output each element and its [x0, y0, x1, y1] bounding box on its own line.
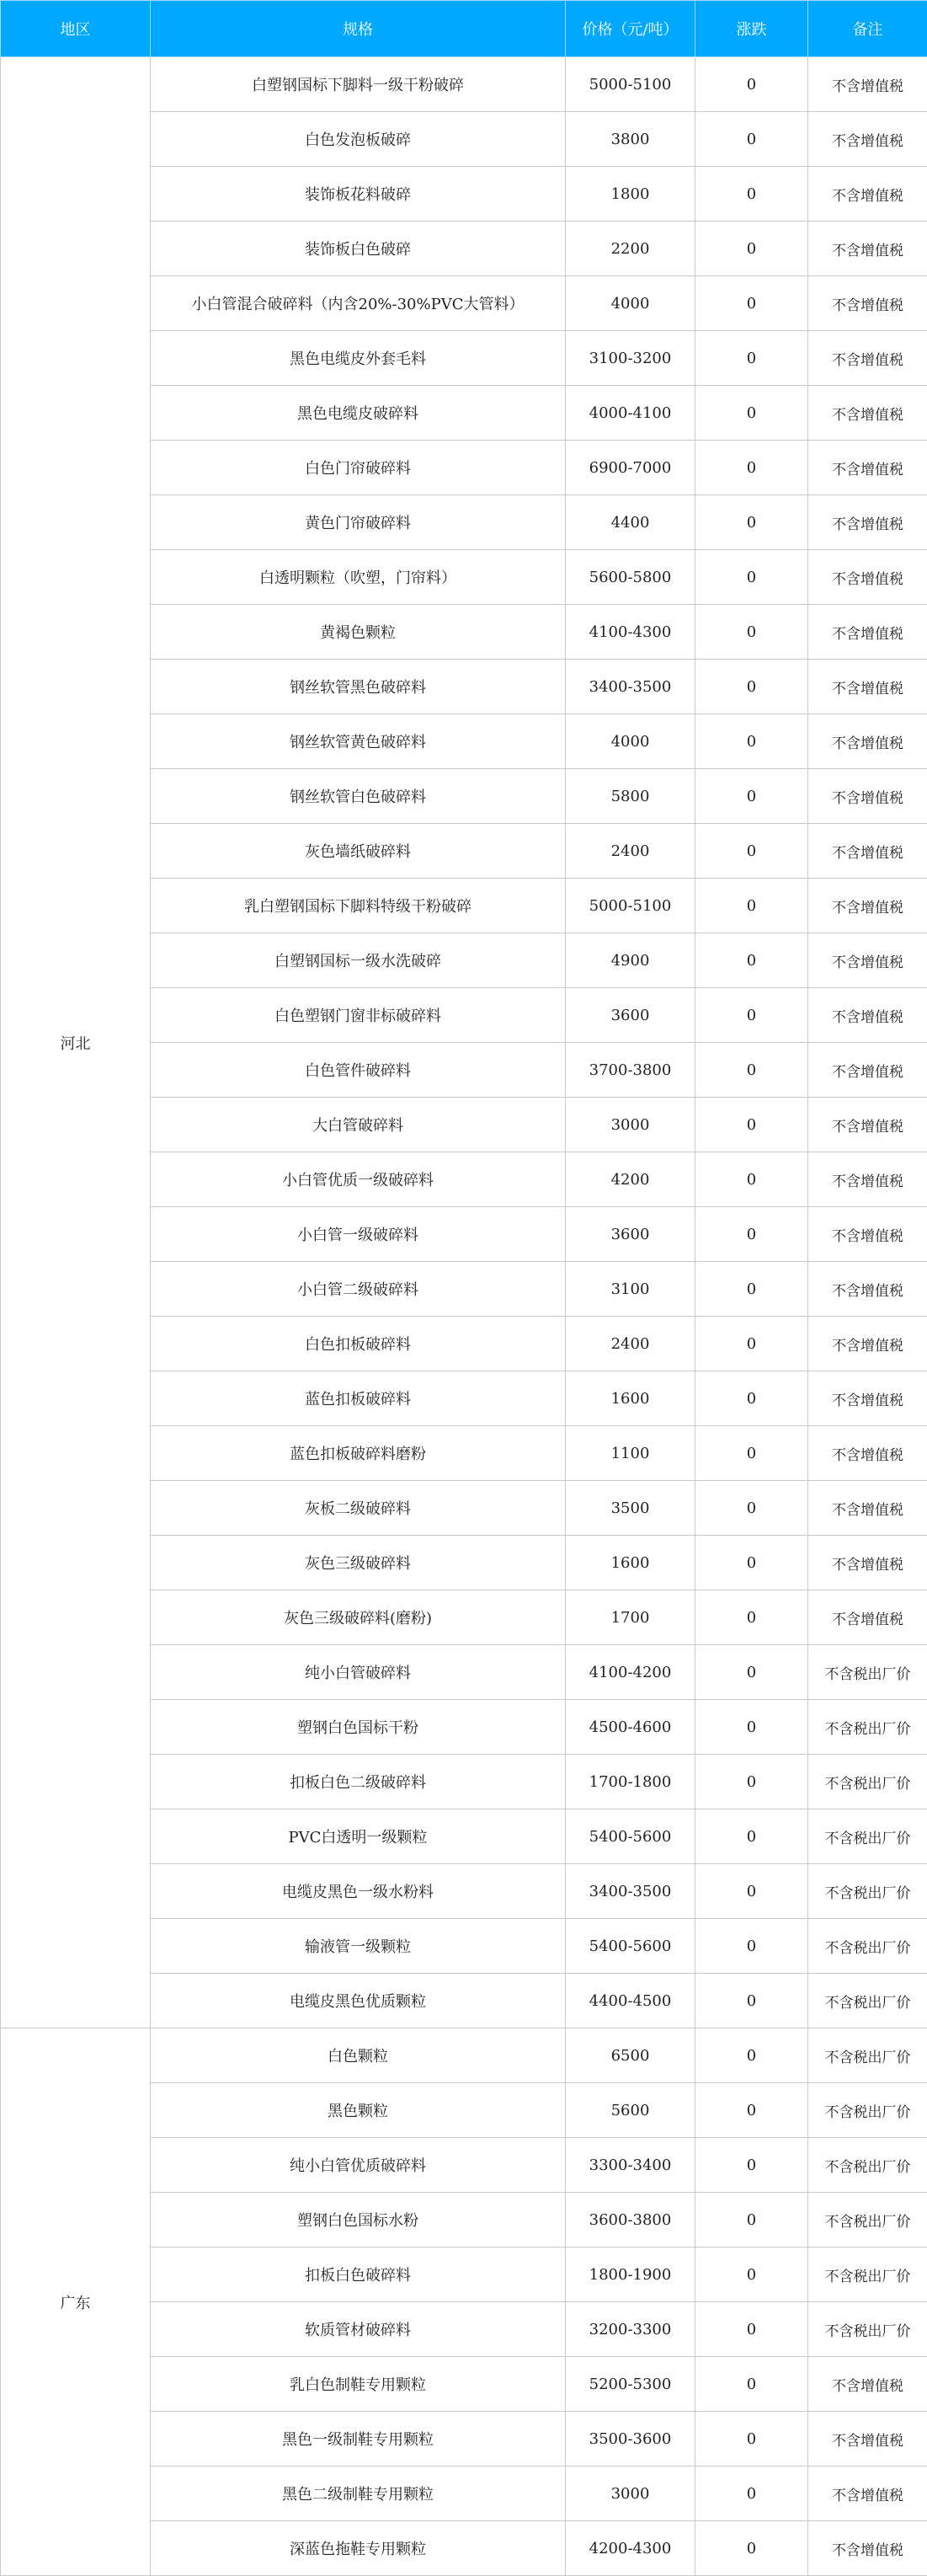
change-cell: 0: [695, 1645, 808, 1700]
note-cell: 不含税出厂价: [808, 2028, 927, 2083]
price-cell: 3500: [566, 1481, 695, 1536]
change-cell: 0: [695, 1755, 808, 1809]
change-cell: 0: [695, 2521, 808, 2576]
note-cell: 不含增值税: [808, 714, 927, 769]
price-cell: 4100-4300: [566, 605, 695, 660]
change-cell: 0: [695, 386, 808, 441]
spec-cell: 白色管件破碎料: [151, 1043, 566, 1098]
note-cell: 不含增值税: [808, 1317, 927, 1371]
change-cell: 0: [695, 2412, 808, 2466]
price-cell: 3800: [566, 112, 695, 167]
spec-cell: 蓝色扣板破碎料: [151, 1371, 566, 1426]
spec-cell: 塑钢白色国标水粉: [151, 2193, 566, 2247]
note-cell: 不含增值税: [808, 2466, 927, 2521]
change-cell: 0: [695, 1809, 808, 1864]
table-row: [1, 57, 927, 112]
change-cell: 0: [695, 1207, 808, 1262]
note-cell: 不含增值税: [808, 1590, 927, 1645]
region-cell: 广东: [1, 2028, 151, 2576]
note-cell: 不含增值税: [808, 1536, 927, 1590]
price-cell: 5800: [566, 769, 695, 824]
note-cell: 不含增值税: [808, 1043, 927, 1098]
spec-cell: 黄色门帘破碎料: [151, 495, 566, 550]
change-cell: 0: [695, 1974, 808, 2028]
note-cell: 不含税出厂价: [808, 1919, 927, 1974]
note-cell: 不含税出厂价: [808, 2247, 927, 2302]
region-cell: 河北: [1, 57, 151, 2028]
spec-cell: 灰板二级破碎料: [151, 1481, 566, 1536]
change-cell: 0: [695, 2028, 808, 2083]
note-cell: 不含增值税: [808, 550, 927, 605]
note-cell: 不含增值税: [808, 57, 927, 112]
spec-cell: 装饰板花料破碎: [151, 167, 566, 222]
price-cell: 2200: [566, 222, 695, 276]
price-cell: 3400-3500: [566, 660, 695, 714]
price-cell: 3600: [566, 1207, 695, 1262]
price-cell: 2400: [566, 1317, 695, 1371]
change-cell: 0: [695, 1043, 808, 1098]
change-cell: 0: [695, 1371, 808, 1426]
header-spec: 规格: [151, 1, 566, 57]
change-cell: 0: [695, 933, 808, 988]
change-cell: 0: [695, 1590, 808, 1645]
price-cell: 3000: [566, 1098, 695, 1152]
note-cell: 不含增值税: [808, 824, 927, 879]
change-cell: 0: [695, 1426, 808, 1481]
spec-cell: 钢丝软管白色破碎料: [151, 769, 566, 824]
change-cell: 0: [695, 1481, 808, 1536]
spec-cell: 软质管材破碎料: [151, 2302, 566, 2357]
note-cell: 不含增值税: [808, 605, 927, 660]
spec-cell: 装饰板白色破碎: [151, 222, 566, 276]
spec-cell: 黑色二级制鞋专用颗粒: [151, 2466, 566, 2521]
price-cell: 4500-4600: [566, 1700, 695, 1755]
spec-cell: 黑色电缆皮外套毛料: [151, 331, 566, 386]
price-cell: 1600: [566, 1371, 695, 1426]
note-cell: 不含增值税: [808, 495, 927, 550]
change-cell: 0: [695, 2083, 808, 2138]
spec-cell: 黑色颗粒: [151, 2083, 566, 2138]
spec-cell: 电缆皮黑色一级水粉料: [151, 1864, 566, 1919]
change-cell: 0: [695, 222, 808, 276]
header-change: 涨跌: [695, 1, 808, 57]
spec-cell: 扣板白色破碎料: [151, 2247, 566, 2302]
note-cell: 不含税出厂价: [808, 1755, 927, 1809]
spec-cell: 白色颗粒: [151, 2028, 566, 2083]
price-cell: 5000-5100: [566, 57, 695, 112]
spec-cell: 黑色电缆皮破碎料: [151, 386, 566, 441]
price-cell: 3200-3300: [566, 2302, 695, 2357]
price-cell: 4200-4300: [566, 2521, 695, 2576]
price-cell: 3600-3800: [566, 2193, 695, 2247]
spec-cell: 白塑钢国标下脚料一级干粉破碎: [151, 57, 566, 112]
table-body: [1, 57, 927, 2576]
change-cell: 0: [695, 1536, 808, 1590]
change-cell: 0: [695, 714, 808, 769]
note-cell: 不含税出厂价: [808, 1974, 927, 2028]
header-region: 地区: [1, 1, 151, 57]
header-price: 价格（元/吨）: [566, 1, 695, 57]
change-cell: 0: [695, 1317, 808, 1371]
spec-cell: 灰色三级破碎料: [151, 1536, 566, 1590]
note-cell: 不含增值税: [808, 1207, 927, 1262]
spec-cell: 输液管一级颗粒: [151, 1919, 566, 1974]
change-cell: 0: [695, 2193, 808, 2247]
note-cell: 不含增值税: [808, 1262, 927, 1317]
price-cell: 3500-3600: [566, 2412, 695, 2466]
table-row: [1, 2028, 927, 2083]
price-cell: 1700: [566, 1590, 695, 1645]
spec-cell: 小白管混合破碎料（内含20%-30%PVC大管料）: [151, 276, 566, 331]
price-cell: 3100-3200: [566, 331, 695, 386]
change-cell: 0: [695, 1262, 808, 1317]
spec-cell: 蓝色扣板破碎料磨粉: [151, 1426, 566, 1481]
change-cell: 0: [695, 2247, 808, 2302]
price-cell: 4000: [566, 276, 695, 331]
change-cell: 0: [695, 57, 808, 112]
change-cell: 0: [695, 2138, 808, 2193]
spec-cell: 塑钢白色国标干粉: [151, 1700, 566, 1755]
price-cell: 4000-4100: [566, 386, 695, 441]
note-cell: 不含增值税: [808, 2357, 927, 2412]
change-cell: 0: [695, 441, 808, 495]
change-cell: 0: [695, 605, 808, 660]
spec-cell: 白色扣板破碎料: [151, 1317, 566, 1371]
table-header: [1, 1, 927, 57]
price-cell: 1800: [566, 167, 695, 222]
change-cell: 0: [695, 1864, 808, 1919]
note-cell: 不含增值税: [808, 988, 927, 1043]
price-cell: 4400: [566, 495, 695, 550]
change-cell: 0: [695, 1700, 808, 1755]
note-cell: 不含增值税: [808, 167, 927, 222]
header-note: 备注: [808, 1, 927, 57]
note-cell: 不含增值税: [808, 1426, 927, 1481]
note-cell: 不含增值税: [808, 2521, 927, 2576]
spec-cell: PVC白透明一级颗粒: [151, 1809, 566, 1864]
price-cell: 5600-5800: [566, 550, 695, 605]
price-cell: 1700-1800: [566, 1755, 695, 1809]
price-cell: 2400: [566, 824, 695, 879]
price-cell: 3400-3500: [566, 1864, 695, 1919]
price-cell: 4400-4500: [566, 1974, 695, 2028]
note-cell: 不含增值税: [808, 1152, 927, 1207]
spec-cell: 钢丝软管黄色破碎料: [151, 714, 566, 769]
price-cell: 1600: [566, 1536, 695, 1590]
note-cell: 不含增值税: [808, 112, 927, 167]
spec-cell: 纯小白管破碎料: [151, 1645, 566, 1700]
change-cell: 0: [695, 2357, 808, 2412]
spec-cell: 扣板白色二级破碎料: [151, 1755, 566, 1809]
change-cell: 0: [695, 660, 808, 714]
change-cell: 0: [695, 824, 808, 879]
change-cell: 0: [695, 769, 808, 824]
price-cell: 5200-5300: [566, 2357, 695, 2412]
note-cell: 不含增值税: [808, 2412, 927, 2466]
note-cell: 不含增值税: [808, 1098, 927, 1152]
spec-cell: 黄褐色颗粒: [151, 605, 566, 660]
spec-cell: 钢丝软管黑色破碎料: [151, 660, 566, 714]
price-cell: 3100: [566, 1262, 695, 1317]
price-cell: 5400-5600: [566, 1809, 695, 1864]
note-cell: 不含增值税: [808, 276, 927, 331]
price-cell: 6500: [566, 2028, 695, 2083]
note-cell: 不含税出厂价: [808, 2083, 927, 2138]
spec-cell: 黑色一级制鞋专用颗粒: [151, 2412, 566, 2466]
note-cell: 不含增值税: [808, 879, 927, 933]
change-cell: 0: [695, 550, 808, 605]
change-cell: 0: [695, 331, 808, 386]
price-cell: 5000-5100: [566, 879, 695, 933]
price-cell: 3000: [566, 2466, 695, 2521]
note-cell: 不含增值税: [808, 441, 927, 495]
note-cell: 不含增值税: [808, 222, 927, 276]
spec-cell: 小白管二级破碎料: [151, 1262, 566, 1317]
note-cell: 不含税出厂价: [808, 2302, 927, 2357]
price-cell: 6900-7000: [566, 441, 695, 495]
note-cell: 不含税出厂价: [808, 2138, 927, 2193]
change-cell: 0: [695, 879, 808, 933]
price-cell: 5600: [566, 2083, 695, 2138]
note-cell: 不含增值税: [808, 331, 927, 386]
change-cell: 0: [695, 2466, 808, 2521]
spec-cell: 深蓝色拖鞋专用颗粒: [151, 2521, 566, 2576]
change-cell: 0: [695, 167, 808, 222]
price-cell: 4000: [566, 714, 695, 769]
price-cell: 4900: [566, 933, 695, 988]
spec-cell: 白色发泡板破碎: [151, 112, 566, 167]
note-cell: 不含增值税: [808, 1481, 927, 1536]
price-cell: 1800-1900: [566, 2247, 695, 2302]
change-cell: 0: [695, 2302, 808, 2357]
spec-cell: 乳白色制鞋专用颗粒: [151, 2357, 566, 2412]
price-cell: 5400-5600: [566, 1919, 695, 1974]
spec-cell: 小白管一级破碎料: [151, 1207, 566, 1262]
note-cell: 不含增值税: [808, 933, 927, 988]
spec-cell: 灰色墙纸破碎料: [151, 824, 566, 879]
spec-cell: 白色门帘破碎料: [151, 441, 566, 495]
change-cell: 0: [695, 495, 808, 550]
spec-cell: 小白管优质一级破碎料: [151, 1152, 566, 1207]
spec-cell: 纯小白管优质破碎料: [151, 2138, 566, 2193]
spec-cell: 大白管破碎料: [151, 1098, 566, 1152]
price-cell: 3300-3400: [566, 2138, 695, 2193]
note-cell: 不含税出厂价: [808, 1700, 927, 1755]
note-cell: 不含税出厂价: [808, 2193, 927, 2247]
spec-cell: 乳白塑钢国标下脚料特级干粉破碎: [151, 879, 566, 933]
note-cell: 不含增值税: [808, 1371, 927, 1426]
change-cell: 0: [695, 112, 808, 167]
note-cell: 不含税出厂价: [808, 1809, 927, 1864]
change-cell: 0: [695, 988, 808, 1043]
note-cell: 不含增值税: [808, 660, 927, 714]
note-cell: 不含增值税: [808, 769, 927, 824]
spec-cell: 白塑钢国标一级水洗破碎: [151, 933, 566, 988]
price-cell: 1100: [566, 1426, 695, 1481]
spec-cell: 白色塑钢门窗非标破碎料: [151, 988, 566, 1043]
change-cell: 0: [695, 1152, 808, 1207]
note-cell: 不含税出厂价: [808, 1864, 927, 1919]
change-cell: 0: [695, 1098, 808, 1152]
price-cell: 4100-4200: [566, 1645, 695, 1700]
change-cell: 0: [695, 276, 808, 331]
header-row: [1, 1, 927, 57]
price-cell: 3700-3800: [566, 1043, 695, 1098]
spec-cell: 白透明颗粒（吹塑，门帘料）: [151, 550, 566, 605]
spec-cell: 灰色三级破碎料(磨粉): [151, 1590, 566, 1645]
change-cell: 0: [695, 1919, 808, 1974]
price-cell: 4200: [566, 1152, 695, 1207]
spec-cell: 电缆皮黑色优质颗粒: [151, 1974, 566, 2028]
note-cell: 不含税出厂价: [808, 1645, 927, 1700]
price-cell: 3600: [566, 988, 695, 1043]
note-cell: 不含增值税: [808, 386, 927, 441]
